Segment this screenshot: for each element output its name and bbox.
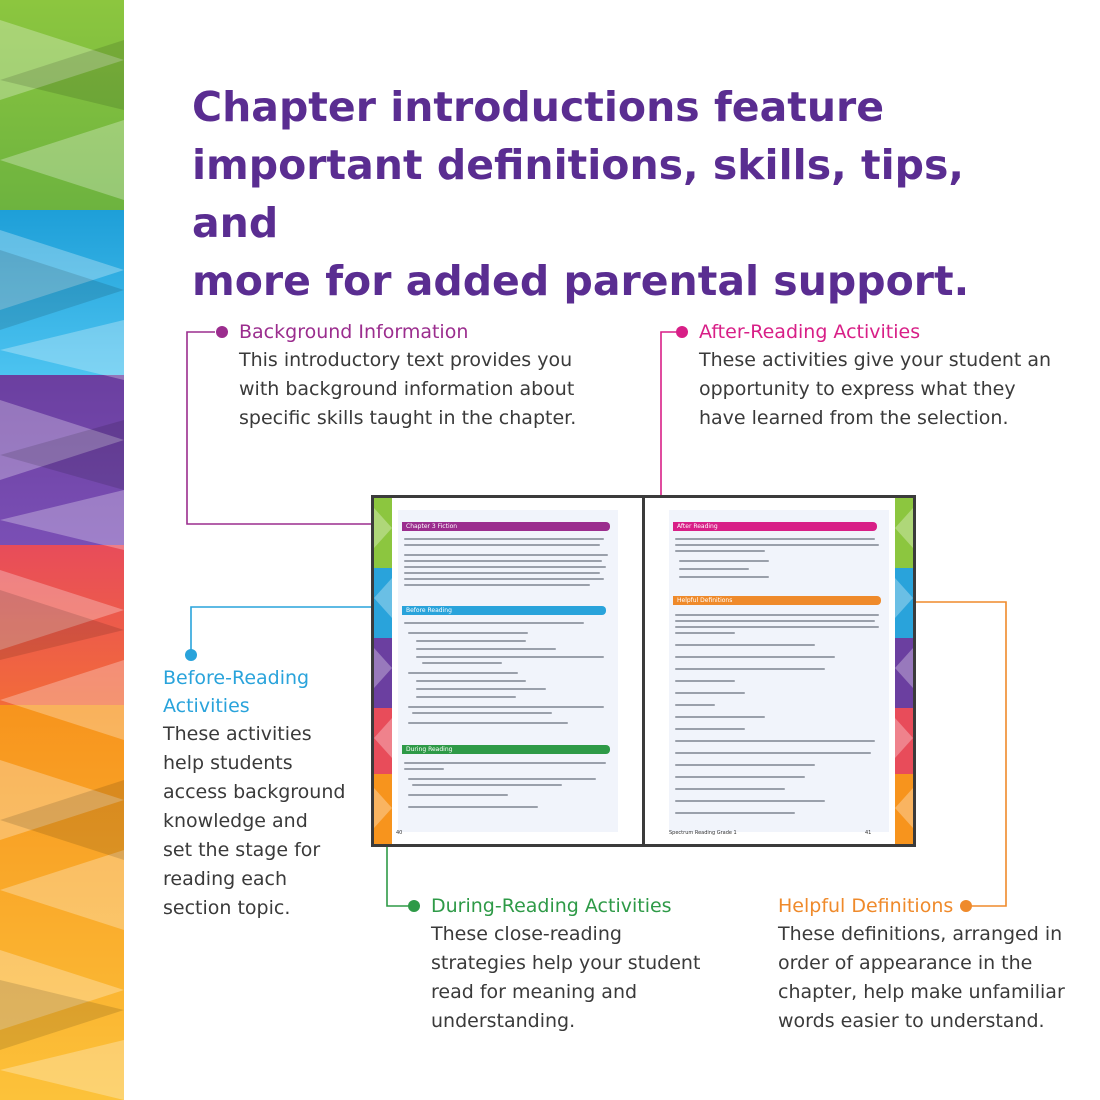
callout-title: Background Information [239, 321, 469, 343]
right-page [645, 498, 913, 844]
headline-line-1: Chapter introductions feature [192, 83, 885, 131]
callout-body-line: specific skills taught in the chapter. [239, 407, 577, 429]
callout-body-line: have learned from the selection. [699, 407, 1009, 429]
connector-dot-before-reading [185, 649, 197, 661]
callout-title: Helpful Definitions [778, 895, 954, 917]
section-header-after-reading: After Reading [673, 522, 877, 531]
page-number-right: 41 [865, 830, 872, 836]
callout-body-line: with background information about [239, 378, 575, 400]
headline-line-2: important definitions, skills, tips, and [192, 141, 964, 247]
callout-body-line: order of appearance in the [778, 952, 1033, 974]
callout-body-line: These activities [163, 723, 312, 745]
connector-before-reading [191, 607, 385, 655]
section-header-before-reading: Before Reading [402, 606, 606, 615]
right-page-content [669, 510, 889, 832]
callout-body-line: These definitions, arranged in [778, 923, 1063, 945]
callout-helpful-definitions [778, 892, 1088, 1036]
callout-title: After-Reading Activities [699, 321, 921, 343]
callout-body-line: access background [163, 781, 346, 803]
callout-body-line: These activities give your student an [699, 349, 1052, 371]
left-page-content [398, 510, 618, 832]
connector-dot-after-reading [676, 326, 688, 338]
section-header-chapter: Chapter 3 Fiction [402, 522, 610, 531]
callout-body-line: section topic. [163, 897, 291, 919]
left-page [374, 498, 642, 844]
callout-during-reading [431, 892, 751, 1036]
page-footer-right: Spectrum Reading Grade 1 [669, 830, 737, 836]
callout-body-line: knowledge and [163, 810, 308, 832]
section-header-during-reading: During Reading [402, 745, 610, 754]
callout-body-line: read for meaning and [431, 981, 638, 1003]
page-edge-decoration [374, 498, 392, 844]
callout-title: During-Reading Activities [431, 895, 672, 917]
book-spread [371, 495, 916, 847]
callout-body-line: help students [163, 752, 293, 774]
connector-dot-during-reading [408, 900, 420, 912]
callout-body-line: set the stage for [163, 839, 321, 861]
callout-body-line: These close-reading [431, 923, 622, 945]
callout-body-line: chapter, help make unfamiliar [778, 981, 1065, 1003]
callout-body-line: opportunity to express what they [699, 378, 1016, 400]
callout-body-line: This introductory text provides you [239, 349, 573, 371]
callout-before-reading [163, 664, 363, 923]
callout-body-line: words easier to understand. [778, 1010, 1045, 1032]
callout-body-line: understanding. [431, 1010, 576, 1032]
callout-after-reading [699, 318, 1079, 433]
callout-body-line: strategies help your student [431, 952, 701, 974]
headline-line-3: more for added parental support. [192, 257, 970, 305]
page-edge-decoration [895, 498, 913, 844]
connector-dot-background-information [216, 326, 228, 338]
callout-title: Before-Reading [163, 667, 310, 689]
section-header-helpful-definitions: Helpful Definitions [673, 596, 881, 605]
callout-background-information [239, 318, 619, 433]
page-number-left: 40 [396, 830, 403, 836]
callout-body-line: reading each [163, 868, 288, 890]
callout-title: Activities [163, 695, 250, 717]
